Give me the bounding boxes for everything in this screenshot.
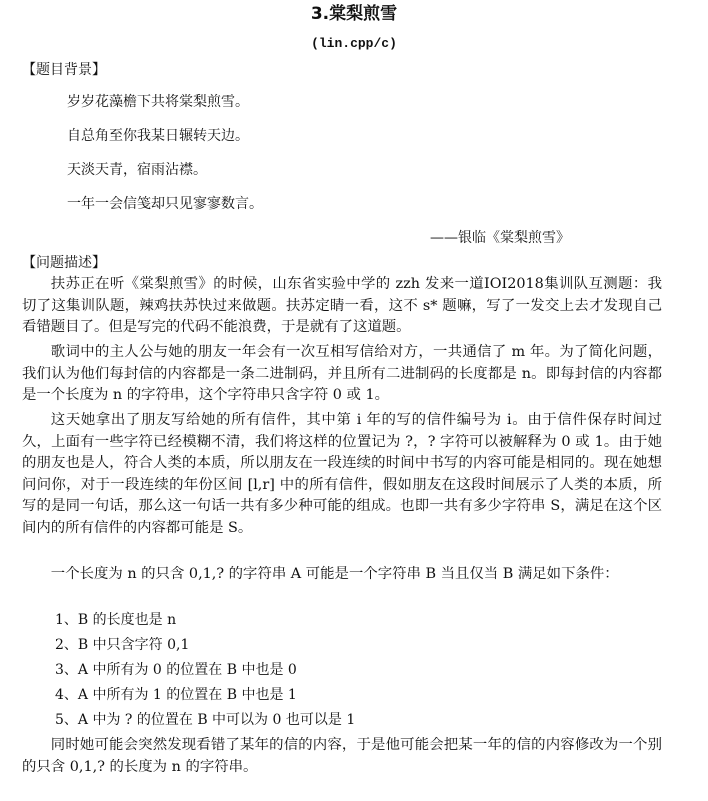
- condition-item: 2、B 中只含字符 0,1: [55, 637, 190, 653]
- poem-signature: ——银临《棠梨煎雪》: [430, 230, 570, 246]
- poem-line: 岁岁花藻檐下共将棠梨煎雪。: [67, 94, 249, 110]
- condition-item: 5、A 中为 ? 的位置在 B 中可以为 0 也可以是 1: [55, 712, 356, 728]
- condition-item: 3、A 中所有为 0 的位置在 B 中也是 0: [55, 662, 297, 678]
- description-paragraph: 这天她拿出了朋友写给她的所有信件，其中第 i 年的写的信件编号为 i。由于信件保存时间过久，上面有一些字符已经模糊不清，我们将这样的位置记为 ?，? 字符可以被解释为 0 或 1。由于她的朋友也是人，符合人类的本质，所以朋友在一段连续的时间中书写的内容可能是相同的。现在她想问问你，对于一段连续的年份区间 [l,r] 中的所有信件，假如朋友在这段时间展示了人类的本质，所写的是同一句话，那么这一句话一共有多少种可能的组成。也即一共有多少字符串 S，满足在这个区间内的所有信件的内容都可能是 S。: [22, 412, 662, 536]
- problem-title: 3.棠梨煎雪: [310, 4, 398, 24]
- condition-item: 1、B 的长度也是 n: [55, 612, 177, 628]
- description-heading: 【问题描述】: [22, 255, 106, 271]
- description-closing: 同时她可能会突然发现看错了某年的信的内容，于是他可能会把某一年的信的内容修改为一个别的只含 0,1,? 的长度为 n 的字符串。: [22, 737, 662, 775]
- poem-line: 天淡天青，宿雨沾襟。: [67, 162, 207, 178]
- condition-item: 4、A 中所有为 1 的位置在 B 中也是 1: [55, 687, 297, 703]
- description-paragraph: 一个长度为 n 的只含 0,1,? 的字符串 A 可能是一个字符串 B 当且仅当 B 满足如下条件：: [50, 566, 619, 582]
- poem-line: 一年一会信笺却只见寥寥数言。: [67, 196, 263, 212]
- description-paragraph: 扶苏正在听《棠梨煎雪》的时候，山东省实验中学的 zzh 发来一道IOI2018集训队互测题：我切了这集训队题，辣鸡扶苏快过来做题。扶苏定睛一看，这不 s* 题嘛，写了一发交上去才发现自己看错题目了。但是写完的代码不能浪费，于是就有了这道题。: [22, 276, 662, 335]
- description-paragraph: 歌词中的主人公与她的朋友一年会有一次互相写信给对方，一共通信了 m 年。为了简化问题，我们认为他们每封信的内容都是一条二进制码，并且所有二进制码的长度都是 n。即每封信的内容都是一个长度为 n 的字符串，这个字符串只含字符 0 或 1。: [22, 344, 662, 403]
- poem-line: 自总角至你我某日辗转天边。: [67, 128, 249, 144]
- background-heading: 【题目背景】: [22, 62, 106, 78]
- problem-filename: (lin.cpp/c): [311, 36, 397, 51]
